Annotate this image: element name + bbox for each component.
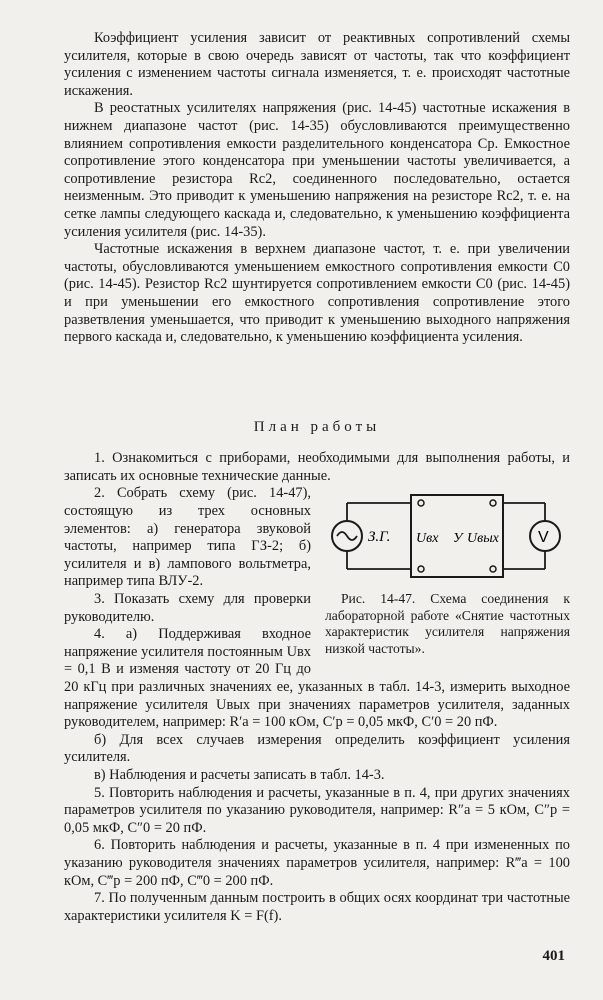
page-number: 401 — [542, 948, 565, 964]
amp-input-label: Uвх — [416, 531, 439, 547]
figure-caption: Рис. 14-47. Схема соединения к лабораторной работе «Снятие частотных характеристик усилителя напряжения низкой частоты». — [325, 591, 570, 656]
circuit-diagram — [325, 491, 570, 581]
step-7: 7. По полученным данным построить в общих осях координат три частотные характеристики усилителя K = F(f). — [64, 890, 570, 924]
page-body — [64, 30, 570, 925]
sine-wave-icon — [337, 532, 357, 540]
generator-label: З.Г. — [368, 529, 391, 546]
step-1: 1. Ознакомиться с приборами, необходимыми для выполнения работы, и записать их основные технические данные. — [64, 450, 570, 484]
figure-14-47 — [325, 491, 570, 657]
amp-label: У — [453, 531, 463, 547]
amp-output-label: Uвых — [467, 531, 499, 547]
voltmeter-label: V — [538, 529, 549, 547]
step-5: 5. Повторить наблюдения и расчеты, указанные в п. 4, при других значениях параметров усилителя по указанию руководителя, например: R″a = 5 кОм, C″р = 0,05 мкФ, C″0 = 20 пФ. — [64, 784, 570, 836]
step-6: 6. Повторить наблюдения и расчеты, указанные в п. 4 при измененных по указанию руководителя значениях параметров усилителя, например: R‴a = 100 кОм, C‴р = 200 пФ, C‴0 = 200 пФ. — [64, 837, 570, 889]
step-4b: б) Для всех случаев измерения определить коэффициент усиления усилителя. — [64, 731, 570, 766]
step-4: 4. а) Поддерживая входное напряжение усилителя постоянным Uвх = 0,1 В и изменяя частоту от 20 Гц до 20 кГц при различных значениях ее, указанных в табл. 14-3, измерить выходное напряжение усилителя Uвых при значениях параметров усилителя, заданных руководителем, например: R′a = 100 кОм, C′р = 0,05 мкФ, C′0 = 20 пФ. — [64, 626, 570, 731]
intro-paragraph-2: В реостатных усилителях напряжения (рис. 14-45) частотные искажения в нижнем диапазоне частот (рис. 14-35) обусловливаются преимущественно влиянием сопротивления емкости разделительного конденсатора Cр. Емкостное сопротивление этого конденсатора при уменьшении частоты увеличивается, а сопротивление резистора Rс2, соединенного последовательно, остается неизменным. Это приводит к уменьшению напряжения на резисторе Rс2, т. е. на сетке лампы следующего каскада и, следовательно, к уменьшению коэффициента усиления усилителя (рис. 14-35). — [64, 100, 570, 240]
intro-paragraph-3: Частотные искажения в верхнем диапазоне частот, т. е. при увеличении частоты, обусловливаются уменьшением емкостного сопротивления емкости C0 (рис. 14-45). Резистор Rс2 шунтируется сопротивлением емкости C0 (рис. 14-45) и при уменьшении его емкостного сопротивления сопротивление этого разветвления уменьшается, что приводит к уменьшению выходного напряжения первого каскада и, следовательно, к уменьшению коэффициента усиления. — [64, 241, 570, 346]
section-title: План работы — [253, 418, 381, 435]
intro-paragraph-1: Коэффициент усиления зависит от реактивных сопротивлений схемы усилителя, которые в свою очередь зависят от частоты, так что коэффициент усиления с изменением частоты сигнала изменяется, т. е. происходят частотные искажения. — [64, 30, 570, 99]
step-4c: в) Наблюдения и расчеты записать в табл. 14-3. — [94, 766, 385, 783]
step-3: 3. Показать схему для проверки руководителю. — [64, 591, 311, 625]
step-2: 2. Собрать схему (рис. 14-47), состоящую из трех основных элементов: а) генератора звуковой частоты, например типа ГЗ-2; б) усилителя и в) лампового вольтметра, например типа ВЛУ-2. — [64, 485, 311, 590]
